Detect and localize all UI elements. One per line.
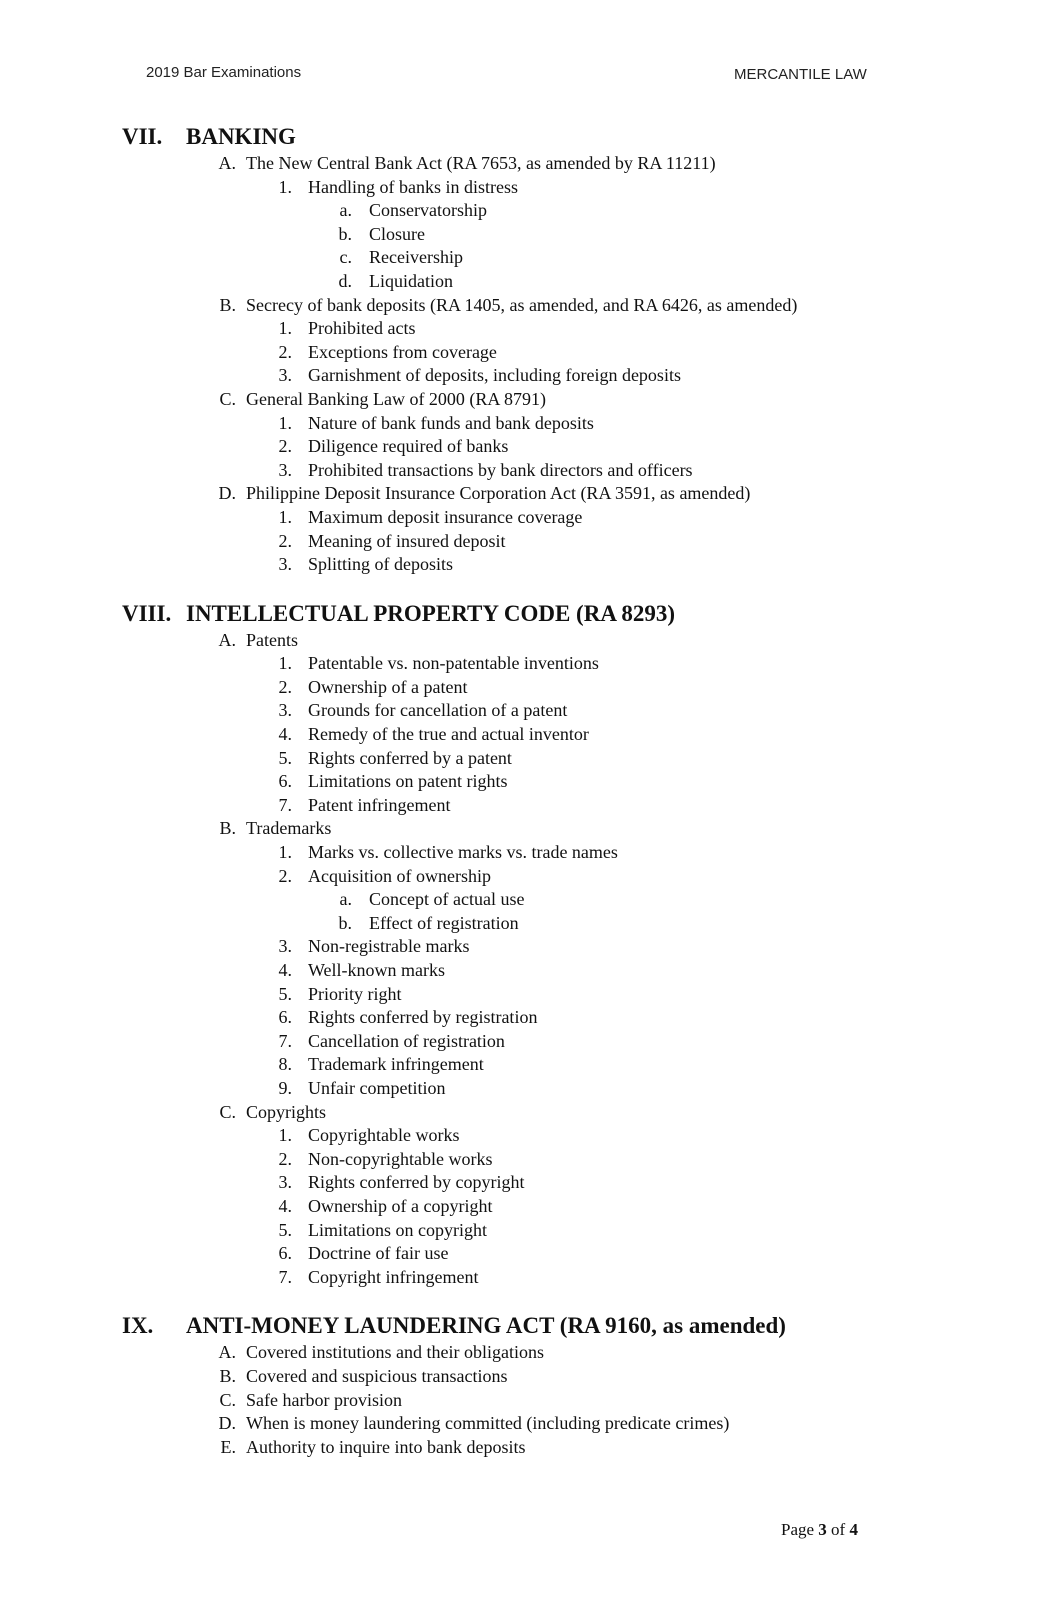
outline-item (0, 435, 1046, 459)
outline-item (0, 1436, 1046, 1460)
item-text: Patent infringement (308, 794, 451, 815)
outline-section (0, 1311, 1046, 1459)
page-total: 4 (849, 1520, 858, 1539)
item-marker: 3. (278, 365, 292, 386)
outline-item (0, 482, 1046, 506)
item-text: Ownership of a copyright (308, 1195, 493, 1216)
item-text: Trademarks (246, 818, 332, 839)
item-text: Maximum deposit insurance coverage (308, 506, 583, 527)
item-marker: 6. (278, 771, 292, 792)
item-text: Splitting of deposits (308, 554, 454, 575)
section-title: INTELLECTUAL PROPERTY CODE (RA 8293) (186, 600, 676, 626)
section-heading (0, 599, 1046, 629)
item-marker: 8. (278, 1054, 292, 1075)
outline-item (0, 1412, 1046, 1436)
item-marker: D. (218, 483, 236, 504)
outline-item (0, 1053, 1046, 1077)
outline-item (0, 1242, 1046, 1266)
item-marker: 3. (278, 700, 292, 721)
outline-item (0, 1077, 1046, 1101)
item-text: Receivership (369, 247, 463, 268)
item-text: Nature of bank funds and bank deposits (308, 412, 594, 433)
outline-item (0, 1030, 1046, 1054)
item-text: Grounds for cancellation of a patent (308, 700, 568, 721)
item-marker: 4. (278, 960, 292, 980)
item-text: Marks vs. collective marks vs. trade names (308, 842, 618, 863)
item-marker: 5. (278, 1219, 292, 1240)
item-marker: B. (219, 818, 236, 839)
item-text: Exceptions from coverage (308, 341, 497, 362)
item-text: Concept of actual use (369, 889, 525, 910)
item-text: Covered and suspicious transactions (246, 1365, 508, 1386)
outline-item (0, 199, 1046, 223)
outline-item (0, 459, 1046, 483)
outline-item (0, 629, 1046, 653)
section-gap (0, 1289, 1046, 1311)
outline-item (0, 152, 1046, 176)
outline-item (0, 794, 1046, 818)
item-marker: d. (338, 270, 352, 291)
section-heading (0, 1311, 1046, 1341)
item-text: Limitations on patent rights (308, 771, 508, 792)
outline-item (0, 364, 1046, 388)
item-text: Doctrine of fair use (308, 1243, 449, 1264)
item-marker: A. (218, 1342, 236, 1363)
item-text: Philippine Deposit Insurance Corporation Act (RA 3591, as amended) (246, 483, 751, 504)
item-text: General Banking Law of 2000 (RA 8791) (246, 388, 546, 409)
item-text: Prohibited transactions by bank directors and officers (308, 459, 693, 480)
outline-item (0, 388, 1046, 412)
outline-item (0, 553, 1046, 577)
item-marker: 4. (278, 1195, 292, 1216)
item-marker: a. (339, 200, 352, 221)
outline-item (0, 341, 1046, 365)
outline-item (0, 1219, 1046, 1243)
item-marker: 2. (278, 436, 292, 457)
page-current: 3 (818, 1520, 827, 1539)
item-marker: 9. (278, 1077, 292, 1098)
outline-item (0, 506, 1046, 530)
outline-item (0, 1266, 1046, 1290)
item-marker: 2. (278, 865, 292, 886)
section-number: VII. (122, 124, 163, 149)
item-text: Diligence required of banks (308, 436, 509, 457)
item-text: Non-registrable marks (308, 936, 470, 957)
outline-item (0, 865, 1046, 889)
outline-item (0, 176, 1046, 200)
item-text: Authority to inquire into bank deposits (246, 1436, 526, 1457)
item-marker: 1. (278, 842, 292, 863)
outline-item (0, 652, 1046, 676)
item-text: Copyrights (246, 1101, 327, 1122)
item-marker: 7. (278, 1266, 292, 1287)
item-text: Secrecy of bank deposits (RA 1405, as amended, and RA 6426, as amended) (246, 294, 798, 315)
outline-item (0, 841, 1046, 865)
item-marker: 1. (278, 176, 292, 197)
item-text: Patentable vs. non-patentable inventions (308, 653, 599, 674)
outline-item (0, 959, 1046, 983)
outline-item (0, 1101, 1046, 1125)
outline-item (0, 1389, 1046, 1413)
item-text: Garnishment of deposits, including foreign deposits (308, 365, 681, 386)
item-marker: 5. (278, 983, 292, 1004)
item-text: Rights conferred by registration (308, 1007, 538, 1028)
item-text: Patents (246, 629, 298, 650)
outline-item (0, 935, 1046, 959)
item-text: Effect of registration (369, 912, 519, 933)
item-text: Copyright infringement (308, 1266, 479, 1287)
item-text: Priority right (308, 983, 402, 1004)
outline-item (0, 1171, 1046, 1195)
outline-section (0, 599, 1046, 1290)
page-word: Page (781, 1520, 815, 1539)
page-number (781, 1520, 858, 1540)
outline-item (0, 1006, 1046, 1030)
section-title: BANKING (186, 124, 296, 149)
item-text: Liquidation (369, 270, 453, 291)
item-marker: 6. (278, 1007, 292, 1028)
outline-item (0, 888, 1046, 912)
item-marker: C. (219, 388, 236, 409)
section-gap (0, 577, 1046, 599)
section-number: VIII. (122, 600, 172, 626)
item-marker: C. (219, 1101, 236, 1122)
item-text: Acquisition of ownership (308, 865, 491, 886)
section-heading (0, 122, 1046, 152)
item-marker: C. (219, 1389, 236, 1410)
outline-section (0, 122, 1046, 577)
item-text: Covered institutions and their obligations (246, 1342, 544, 1363)
item-marker: 3. (278, 459, 292, 480)
outline-item (0, 223, 1046, 247)
item-text: Cancellation of registration (308, 1030, 505, 1051)
item-text: Non-copyrightable works (308, 1148, 493, 1169)
item-marker: 2. (278, 341, 292, 362)
item-marker: A. (218, 153, 236, 173)
item-marker: A. (218, 629, 236, 650)
outline-item (0, 530, 1046, 554)
item-text: Trademark infringement (308, 1054, 484, 1075)
item-text: Unfair competition (308, 1077, 446, 1098)
outline-item (0, 1341, 1046, 1365)
section-title: ANTI-MONEY LAUNDERING ACT (RA 9160, as amended) (186, 1313, 786, 1339)
item-text: Safe harbor provision (246, 1389, 402, 1410)
outline-item (0, 1148, 1046, 1172)
item-marker: 1. (278, 318, 292, 339)
item-marker: 1. (278, 653, 292, 674)
item-marker: 4. (278, 724, 292, 745)
item-text: Limitations on copyright (308, 1219, 487, 1240)
outline-item (0, 699, 1046, 723)
item-text: Conservatorship (369, 200, 487, 221)
item-marker: 7. (278, 794, 292, 815)
item-marker: 1. (278, 412, 292, 433)
item-text: The New Central Bank Act (RA 7653, as amended by RA 11211) (246, 153, 716, 173)
outline-item (0, 983, 1046, 1007)
outline-item (0, 294, 1046, 318)
item-text: Copyrightable works (308, 1125, 460, 1146)
header-subject: MERCANTILE LAW (734, 66, 867, 83)
item-text: Handling of banks in distress (308, 176, 518, 197)
item-marker: 1. (278, 1125, 292, 1146)
outline-item (0, 723, 1046, 747)
item-text: Ownership of a patent (308, 676, 468, 697)
outline-content (0, 122, 1046, 1459)
item-marker: B. (219, 1365, 236, 1386)
outline-item (0, 1365, 1046, 1389)
item-text: Well-known marks (308, 960, 446, 980)
item-text: Rights conferred by copyright (308, 1172, 525, 1193)
item-text: Prohibited acts (308, 318, 416, 339)
item-marker: B. (219, 294, 236, 315)
item-marker: 2. (278, 676, 292, 697)
item-marker: 7. (278, 1030, 292, 1051)
outline-item (0, 270, 1046, 294)
outline-item (0, 770, 1046, 794)
header-exam-title: 2019 Bar Examinations (146, 64, 302, 81)
item-marker: a. (339, 889, 352, 910)
item-marker: 2. (278, 1148, 292, 1169)
item-text: Closure (369, 223, 425, 244)
item-text: When is money laundering committed (including predicate crimes) (246, 1413, 730, 1434)
outline-item (0, 317, 1046, 341)
outline-item (0, 912, 1046, 936)
item-marker: E. (220, 1436, 236, 1457)
item-marker: 3. (278, 936, 292, 957)
item-marker: c. (339, 247, 352, 268)
item-marker: 3. (278, 554, 292, 575)
item-marker: 2. (278, 530, 292, 551)
item-marker: 6. (278, 1243, 292, 1264)
outline-item (0, 1124, 1046, 1148)
outline-item (0, 817, 1046, 841)
item-marker: 3. (278, 1172, 292, 1193)
item-marker: b. (338, 223, 352, 244)
item-text: Rights conferred by a patent (308, 747, 512, 768)
page-of: of (831, 1520, 846, 1539)
outline-item (0, 1195, 1046, 1219)
item-marker: b. (338, 912, 352, 933)
item-text: Remedy of the true and actual inventor (308, 724, 589, 745)
outline-item (0, 412, 1046, 436)
outline-item (0, 676, 1046, 700)
item-marker: 5. (278, 747, 292, 768)
section-number: IX. (122, 1313, 154, 1339)
item-text: Meaning of insured deposit (308, 530, 506, 551)
item-marker: 1. (278, 506, 292, 527)
outline-item (0, 246, 1046, 270)
outline-item (0, 747, 1046, 771)
item-marker: D. (218, 1413, 236, 1434)
